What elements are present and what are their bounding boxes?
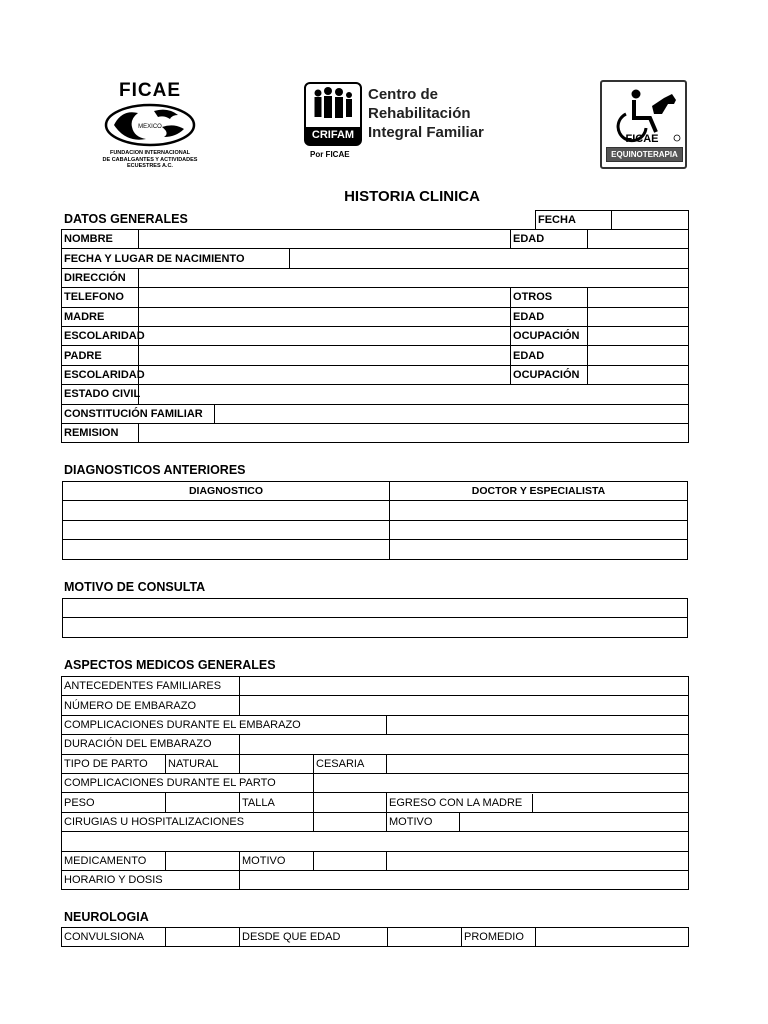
numero-embarazo-field[interactable]	[240, 696, 689, 715]
edad-madre-label: EDAD	[511, 307, 588, 326]
fecha-lugar-field[interactable]	[290, 249, 689, 268]
talla-label: TALLA	[240, 793, 314, 812]
medicamento-extra-field[interactable]	[387, 851, 689, 870]
motivo-consulta-field[interactable]	[63, 618, 688, 637]
table-row	[62, 404, 689, 423]
medicamento-label: MEDICAMENTO	[62, 851, 166, 870]
crifam-text-line: Centro de	[368, 86, 439, 103]
table-row	[62, 832, 689, 851]
page-title: HISTORIA CLINICA	[344, 188, 480, 205]
ficae-subtitle-line: FUNDACION INTERNACIONAL	[109, 150, 191, 156]
ocupacion-padre-label: OCUPACIÓN	[511, 365, 588, 384]
motivo-medicamento-field[interactable]	[314, 851, 387, 870]
table-row	[62, 326, 689, 345]
table-row	[62, 249, 689, 268]
table-row	[62, 268, 689, 287]
madre-label: MADRE	[62, 307, 139, 326]
section-aspectos-medicos: ASPECTOS MEDICOS GENERALES	[64, 658, 276, 672]
crifam-emblem	[304, 82, 362, 146]
complicaciones-embarazo-label: COMPLICACIONES DURANTE EL EMBARAZO	[62, 715, 387, 734]
nombre-label: NOMBRE	[62, 230, 139, 249]
complicaciones-parto-field[interactable]	[314, 773, 689, 792]
table-row	[62, 423, 689, 442]
doctor-field[interactable]	[390, 501, 688, 520]
table-row	[62, 928, 689, 947]
edad-label: EDAD	[511, 230, 588, 249]
crifam-logo	[304, 82, 504, 162]
fecha-table	[535, 210, 689, 230]
diagnostico-field[interactable]	[63, 520, 390, 539]
antecedentes-label: ANTECEDENTES FAMILIARES	[62, 677, 240, 696]
equinoterapia-logo	[600, 80, 687, 169]
neurologia-table	[61, 927, 689, 947]
escolaridad-madre-field[interactable]	[139, 326, 511, 345]
ficae-subtitle-line: DE CABALGANTES Y ACTIVIDADES	[102, 156, 198, 163]
cirugias-label: CIRUGIAS U HOSPITALIZACIONES	[62, 812, 314, 831]
section-neurologia: NEUROLOGIA	[64, 910, 149, 924]
peso-label: PESO	[62, 793, 166, 812]
fecha-lugar-label: FECHA Y LUGAR DE NACIMIENTO	[62, 249, 290, 268]
diagnostico-field[interactable]	[63, 540, 390, 559]
promedio-field[interactable]	[536, 928, 689, 947]
madre-field[interactable]	[139, 307, 511, 326]
table-row	[62, 307, 689, 326]
equinoterapia-band: EQUINOTERAPIA	[606, 147, 683, 162]
duracion-field[interactable]	[240, 735, 689, 754]
people-group-icon	[306, 84, 360, 128]
talla-field[interactable]	[314, 793, 387, 812]
natural-label: NATURAL	[166, 754, 240, 773]
remision-label: REMISION	[62, 423, 139, 442]
promedio-label: PROMEDIO	[462, 928, 536, 947]
motivo-consulta-table	[62, 598, 688, 638]
table-row	[62, 851, 689, 870]
motivo-cirugia-label: MOTIVO	[387, 812, 460, 831]
table-row	[62, 754, 689, 773]
table-row	[63, 501, 688, 520]
table-row	[62, 385, 689, 404]
edad-madre-field[interactable]	[588, 307, 689, 326]
fecha-label: FECHA	[536, 211, 612, 230]
medicamento-field[interactable]	[166, 851, 240, 870]
motivo-consulta-field[interactable]	[63, 599, 688, 618]
estado-civil-field[interactable]	[139, 385, 689, 404]
telefono-field[interactable]	[139, 288, 511, 307]
constitucion-label: CONSTITUCIÓN FAMILIAR	[62, 404, 215, 423]
table-row	[62, 735, 689, 754]
table-row	[62, 773, 689, 792]
aspectos-table	[61, 676, 689, 890]
section-motivo-consulta: MOTIVO DE CONSULTA	[64, 580, 206, 594]
tipo-parto-label: TIPO DE PARTO	[62, 754, 166, 773]
table-row	[62, 346, 689, 365]
datos-generales-table	[61, 229, 689, 443]
estado-civil-label: ESTADO CIVIL	[62, 385, 139, 404]
otros-field[interactable]	[588, 288, 689, 307]
escolaridad-madre-label: ESCOLARIDAD	[62, 326, 139, 345]
table-row	[62, 870, 689, 889]
table-row	[62, 677, 689, 696]
telefono-label: TELEFONO	[62, 288, 139, 307]
crifam-text-line: Rehabilitación	[368, 105, 471, 122]
convulsiona-field[interactable]	[166, 928, 240, 947]
horario-label: HORARIO Y DOSIS	[62, 870, 240, 889]
table-row	[62, 230, 689, 249]
direccion-field[interactable]	[139, 268, 689, 287]
edad-padre-field[interactable]	[588, 346, 689, 365]
diagnostico-field[interactable]	[63, 501, 390, 520]
table-row	[63, 482, 688, 501]
cirugias-extra-field[interactable]	[62, 832, 689, 851]
ficae-logo	[95, 78, 205, 173]
complicaciones-parto-label: COMPLICACIONES DURANTE EL PARTO	[62, 773, 314, 792]
table-row	[62, 793, 689, 812]
ficae-logo-name: FICAE	[119, 80, 181, 101]
remision-field[interactable]	[139, 423, 689, 442]
peso-field[interactable]	[166, 793, 240, 812]
crifam-name: CRIFAM	[306, 127, 360, 144]
table-row	[62, 696, 689, 715]
cesaria-label: CESARIA	[314, 754, 387, 773]
table-row	[62, 812, 689, 831]
escolaridad-padre-field[interactable]	[139, 365, 511, 384]
section-diagnosticos: DIAGNOSTICOS ANTERIORES	[64, 463, 246, 477]
numero-embarazo-label: NÚMERO DE EMBARAZO	[62, 696, 240, 715]
section-datos-generales: DATOS GENERALES	[64, 212, 188, 226]
crifam-por-text: Por FICAE	[310, 150, 350, 159]
egreso-label: EGRESO CON LA MADRE	[387, 794, 533, 812]
desde-label: DESDE QUE EDAD	[240, 928, 388, 947]
col-diagnostico: DIAGNOSTICO	[63, 482, 390, 501]
doctor-field[interactable]	[390, 540, 688, 559]
antecedentes-field[interactable]	[240, 677, 689, 696]
otros-label: OTROS	[511, 288, 588, 307]
ocupacion-padre-field[interactable]	[588, 365, 689, 384]
ocupacion-madre-label: OCUPACIÓN	[511, 326, 588, 345]
motivo-medicamento-label: MOTIVO	[240, 851, 314, 870]
table-row	[63, 618, 688, 637]
table-row	[62, 365, 689, 384]
edad-padre-label: EDAD	[511, 346, 588, 365]
natural-field[interactable]	[240, 754, 314, 773]
ficae-badge-text: MEXICO	[138, 124, 162, 130]
fecha-field[interactable]	[612, 211, 689, 230]
egreso-field[interactable]	[533, 794, 688, 812]
duracion-label: DURACIÓN DEL EMBARAZO	[62, 735, 240, 754]
ficae-subtitle-line: ECUESTRES A.C.	[127, 163, 173, 169]
edad-field[interactable]	[588, 230, 689, 249]
col-doctor: DOCTOR Y ESPECIALISTA	[390, 482, 688, 501]
motivo-cirugia-field[interactable]	[460, 812, 689, 831]
nombre-field[interactable]	[139, 230, 511, 249]
direccion-label: DIRECCIÓN	[62, 268, 139, 287]
diagnosticos-table	[62, 481, 688, 560]
table-row	[62, 288, 689, 307]
desde-field[interactable]	[388, 928, 462, 947]
doctor-field[interactable]	[390, 520, 688, 539]
crifam-text-line: Integral Familiar	[368, 124, 484, 141]
table-row	[62, 715, 689, 734]
table-row	[63, 599, 688, 618]
ficae-emblem-icon	[104, 103, 196, 147]
convulsiona-label: CONVULSIONA	[62, 928, 166, 947]
equino-name: FICAE	[625, 133, 659, 145]
escolaridad-padre-label: ESCOLARIDAD	[62, 365, 139, 384]
padre-label: PADRE	[62, 346, 139, 365]
complicaciones-embarazo-field[interactable]	[387, 715, 689, 734]
table-row	[63, 520, 688, 539]
egreso-cell	[387, 793, 689, 812]
table-row	[63, 540, 688, 559]
padre-field[interactable]	[139, 346, 511, 365]
cesaria-field[interactable]	[387, 754, 689, 773]
ocupacion-madre-field[interactable]	[588, 326, 689, 345]
cirugias-field[interactable]	[314, 812, 387, 831]
wheelchair-horse-icon	[602, 84, 685, 146]
constitucion-field[interactable]	[215, 404, 689, 423]
horario-field[interactable]	[240, 870, 689, 889]
